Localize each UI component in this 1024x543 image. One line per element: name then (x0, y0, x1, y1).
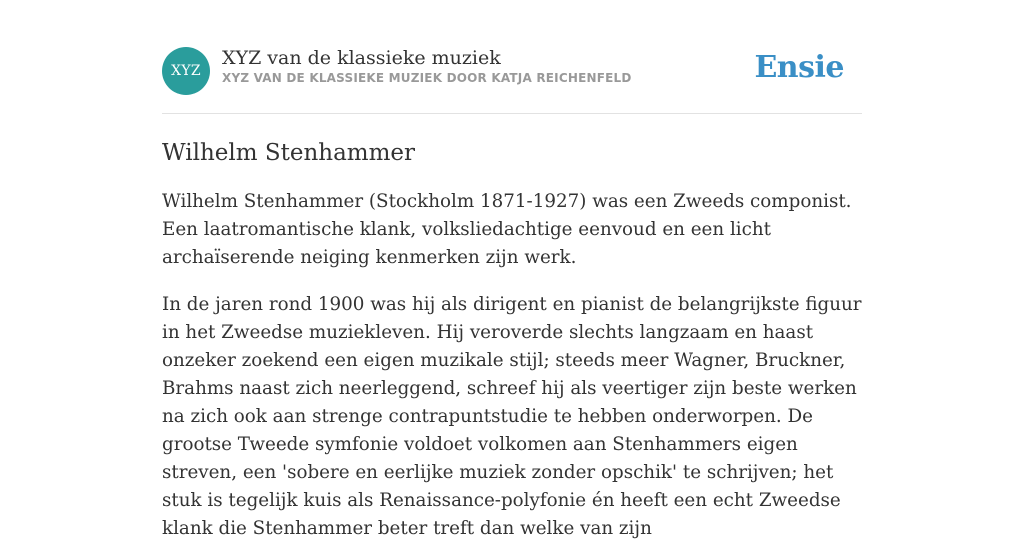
article-paragraph-2: In de jaren rond 1900 was hij als dirigent en pianist de belangrijkste figuur in het Zweedse muziekleven. Hij veroverde slechts langzaam en haast onzeker zoekend een eigen muzikale stijl; steeds meer Wagner, Bruckner, Brahms naast zich neerleggend, schreef hij als veertiger zijn beste werken na zich ook aan strenge contrapuntstudie te hebben onderworpen. De grootse Tweede symfonie voldoet volkomen aan Stenhammers eigen streven, een 'sobere en eerlijke muziek zonder opschik' te schrijven; het stuk is tegelijk kuis als Renaissance-polyfonie én heeft een echt Zweedse klank die Stenhammer beter treft dan welke van zijn (162, 294, 862, 539)
article-paragraph-1: Wilhelm Stenhammer (Stockholm 1871-1927) was een Zweeds componist. Een laatromantische klank, volksliedachtige eenvoud en een licht archaïserende neiging kenmerken zijn werk. (162, 191, 852, 268)
site-subtitle: XYZ VAN DE KLASSIEKE MUZIEK DOOR KATJA REICHENFELD (222, 71, 632, 85)
site-header (162, 0, 862, 114)
site-title[interactable]: XYZ van de klassieke muziek (222, 47, 501, 69)
header-text (222, 46, 632, 85)
article-title: Wilhelm Stenhammer (162, 140, 416, 166)
brand-logo[interactable]: Ensie (754, 50, 844, 85)
site-avatar[interactable]: XYZ (162, 47, 210, 95)
article (162, 138, 862, 543)
content-container (162, 0, 862, 543)
